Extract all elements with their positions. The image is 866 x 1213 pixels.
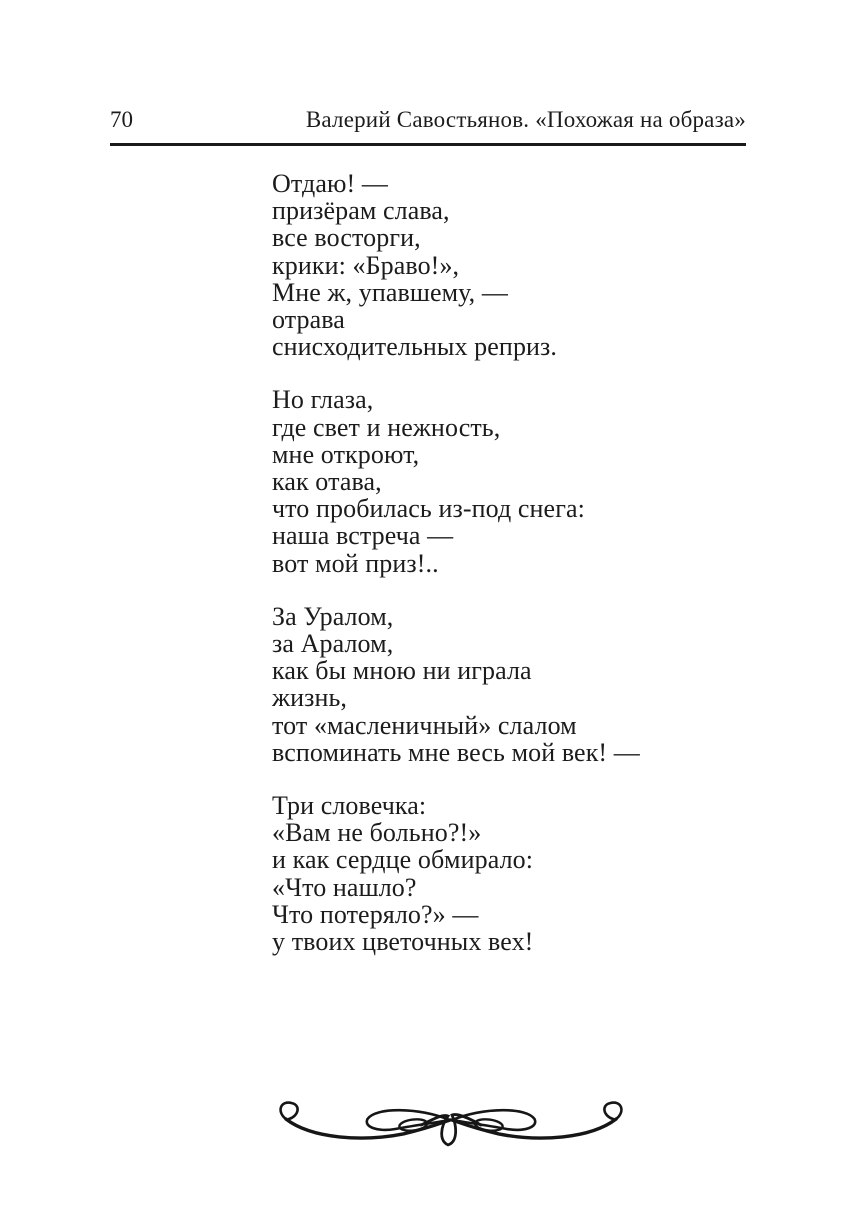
poem-line: где свет и нежность, [272, 412, 501, 442]
poem-line: мне откроют, [272, 439, 420, 469]
poem-line: что пробилась из-под снега: [272, 494, 585, 524]
poem-line: и как сердце обмирало: [272, 845, 534, 875]
poem-line: «Вам не больно?!» [272, 818, 482, 848]
poem-line: Но глаза, [272, 385, 374, 415]
stanza [272, 170, 722, 360]
poem-line: Мне ж, упавшему, — [272, 277, 508, 307]
stanza [272, 386, 722, 576]
flourish-ornament [272, 1094, 630, 1152]
poem-line: за Аралом, [272, 629, 394, 659]
running-head [110, 106, 746, 134]
poem-line: все восторги, [272, 223, 421, 253]
poem-line: снисходительных реприз. [272, 332, 558, 362]
poem-line: «Что нашло? [272, 872, 417, 902]
poem-line: наша встреча — [272, 521, 454, 551]
page-number: 70 [110, 107, 133, 132]
poem-line: За Уралом, [272, 601, 394, 631]
running-header-title: Валерий Савостьянов. «Похожая на образа» [305, 107, 746, 132]
poem-line: как отава, [272, 467, 382, 497]
poem-line: Что потеряло?» — [272, 899, 479, 929]
header-rule [110, 143, 746, 146]
poem-line: призёрам слава, [272, 196, 450, 226]
poem-line: тот «масленичный» слалом [272, 710, 577, 740]
poem-line: вспоминать мне весь мой век! — [272, 737, 640, 767]
poem-line: вот мой приз!.. [272, 548, 439, 578]
poem-line: отрава [272, 305, 345, 335]
poem-line: Три словечка: [272, 791, 427, 821]
poem-line: жизнь, [272, 683, 348, 713]
poem-line: крики: «Браво!», [272, 250, 460, 280]
stanza [272, 792, 722, 955]
poem-line: Отдаю! — [272, 169, 388, 198]
poem-line: как бы мною ни играла [272, 656, 532, 686]
poem-line: у твоих цветочных вех! [272, 927, 534, 957]
calligraphic-flourish-icon [272, 1094, 630, 1152]
poem-body [272, 170, 722, 981]
stanza [272, 603, 722, 766]
